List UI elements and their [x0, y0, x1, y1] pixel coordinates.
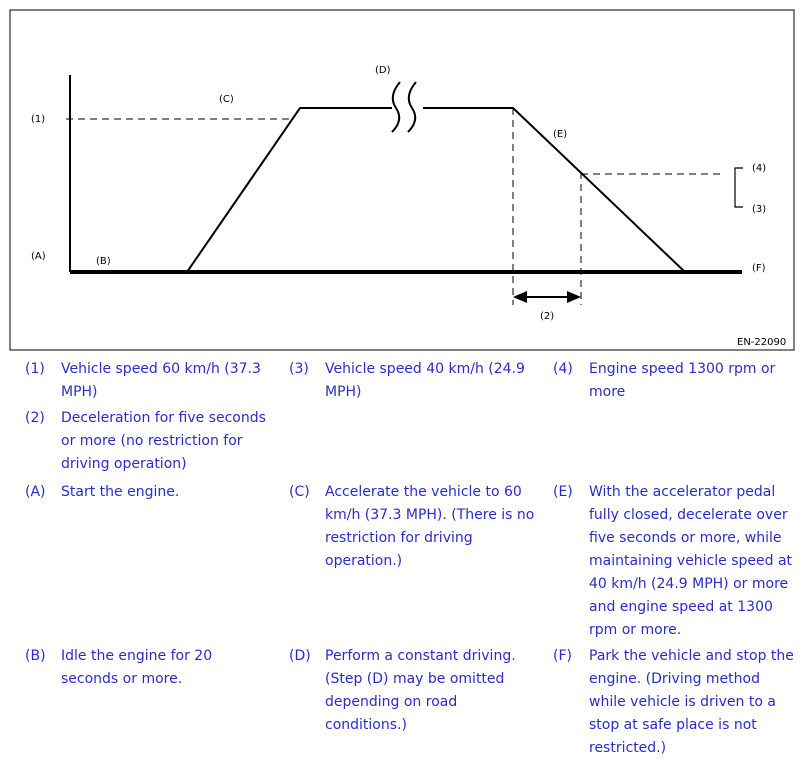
- legend-code: (E): [553, 484, 573, 500]
- legend-text: Start the engine.: [61, 484, 180, 500]
- label-2: (2): [540, 311, 555, 322]
- legend-item-E: [553, 481, 798, 642]
- legend-code: (F): [553, 648, 572, 664]
- legend-item-B: [25, 645, 273, 691]
- figure-id: EN-22090: [737, 337, 787, 348]
- label-1: (1): [31, 114, 46, 125]
- legend-text: Idle the engine for 20 seconds or more.: [61, 648, 213, 687]
- label-D: (D): [375, 65, 391, 76]
- legend-code: (C): [289, 484, 310, 500]
- label-B: (B): [96, 256, 111, 267]
- legend-item-1: [25, 358, 273, 404]
- legend-item-2: [25, 407, 273, 476]
- label-F: (F): [752, 263, 766, 274]
- legend-text: Deceleration for five seconds or more (no restriction for driving operation): [61, 410, 266, 472]
- driving-pattern-diagram: [0, 0, 807, 352]
- legend-item-A: [25, 481, 273, 504]
- diagram-frame: [10, 10, 794, 350]
- legend-text: Engine speed 1300 rpm or more: [589, 361, 776, 400]
- legend-code: (1): [25, 361, 45, 377]
- legend-code: (2): [25, 410, 45, 426]
- legend-code: (3): [289, 361, 309, 377]
- legend-code: (B): [25, 648, 46, 664]
- label-4: (4): [752, 163, 767, 174]
- legend-code: (A): [25, 484, 46, 500]
- legend-code: (4): [553, 361, 573, 377]
- label-3: (3): [752, 204, 767, 215]
- label-A: (A): [31, 251, 46, 262]
- label-C: (C): [219, 94, 234, 105]
- legend-item-3: [289, 358, 537, 404]
- legend-text: With the accelerator pedal fully closed, decelerate over five seconds or more, while maintaining vehicle speed at 40 km/h (24.9 MPH) or more and engine speed at 1300 rpm or more.: [589, 484, 793, 638]
- legend-code: (D): [289, 648, 311, 664]
- legend-item-D: [289, 645, 537, 737]
- legend-item-C: [289, 481, 537, 573]
- legend-item-F: [553, 645, 798, 760]
- legend-text: Park the vehicle and stop the engine. (Driving method while vehicle is driven to a stop at safe place is not restricted.): [589, 648, 794, 756]
- legend-text: Accelerate the vehicle to 60 km/h (37.3 MPH). (There is no restriction for driving operation.): [325, 484, 535, 569]
- legend-text: Vehicle speed 40 km/h (24.9 MPH): [325, 361, 525, 400]
- legend-text: Perform a constant driving. (Step (D) may be omitted depending on road conditions.): [325, 648, 516, 733]
- legend: [0, 358, 807, 756]
- legend-text: Vehicle speed 60 km/h (37.3 MPH): [61, 361, 261, 400]
- legend-item-4: [553, 358, 798, 404]
- label-E: (E): [553, 129, 568, 140]
